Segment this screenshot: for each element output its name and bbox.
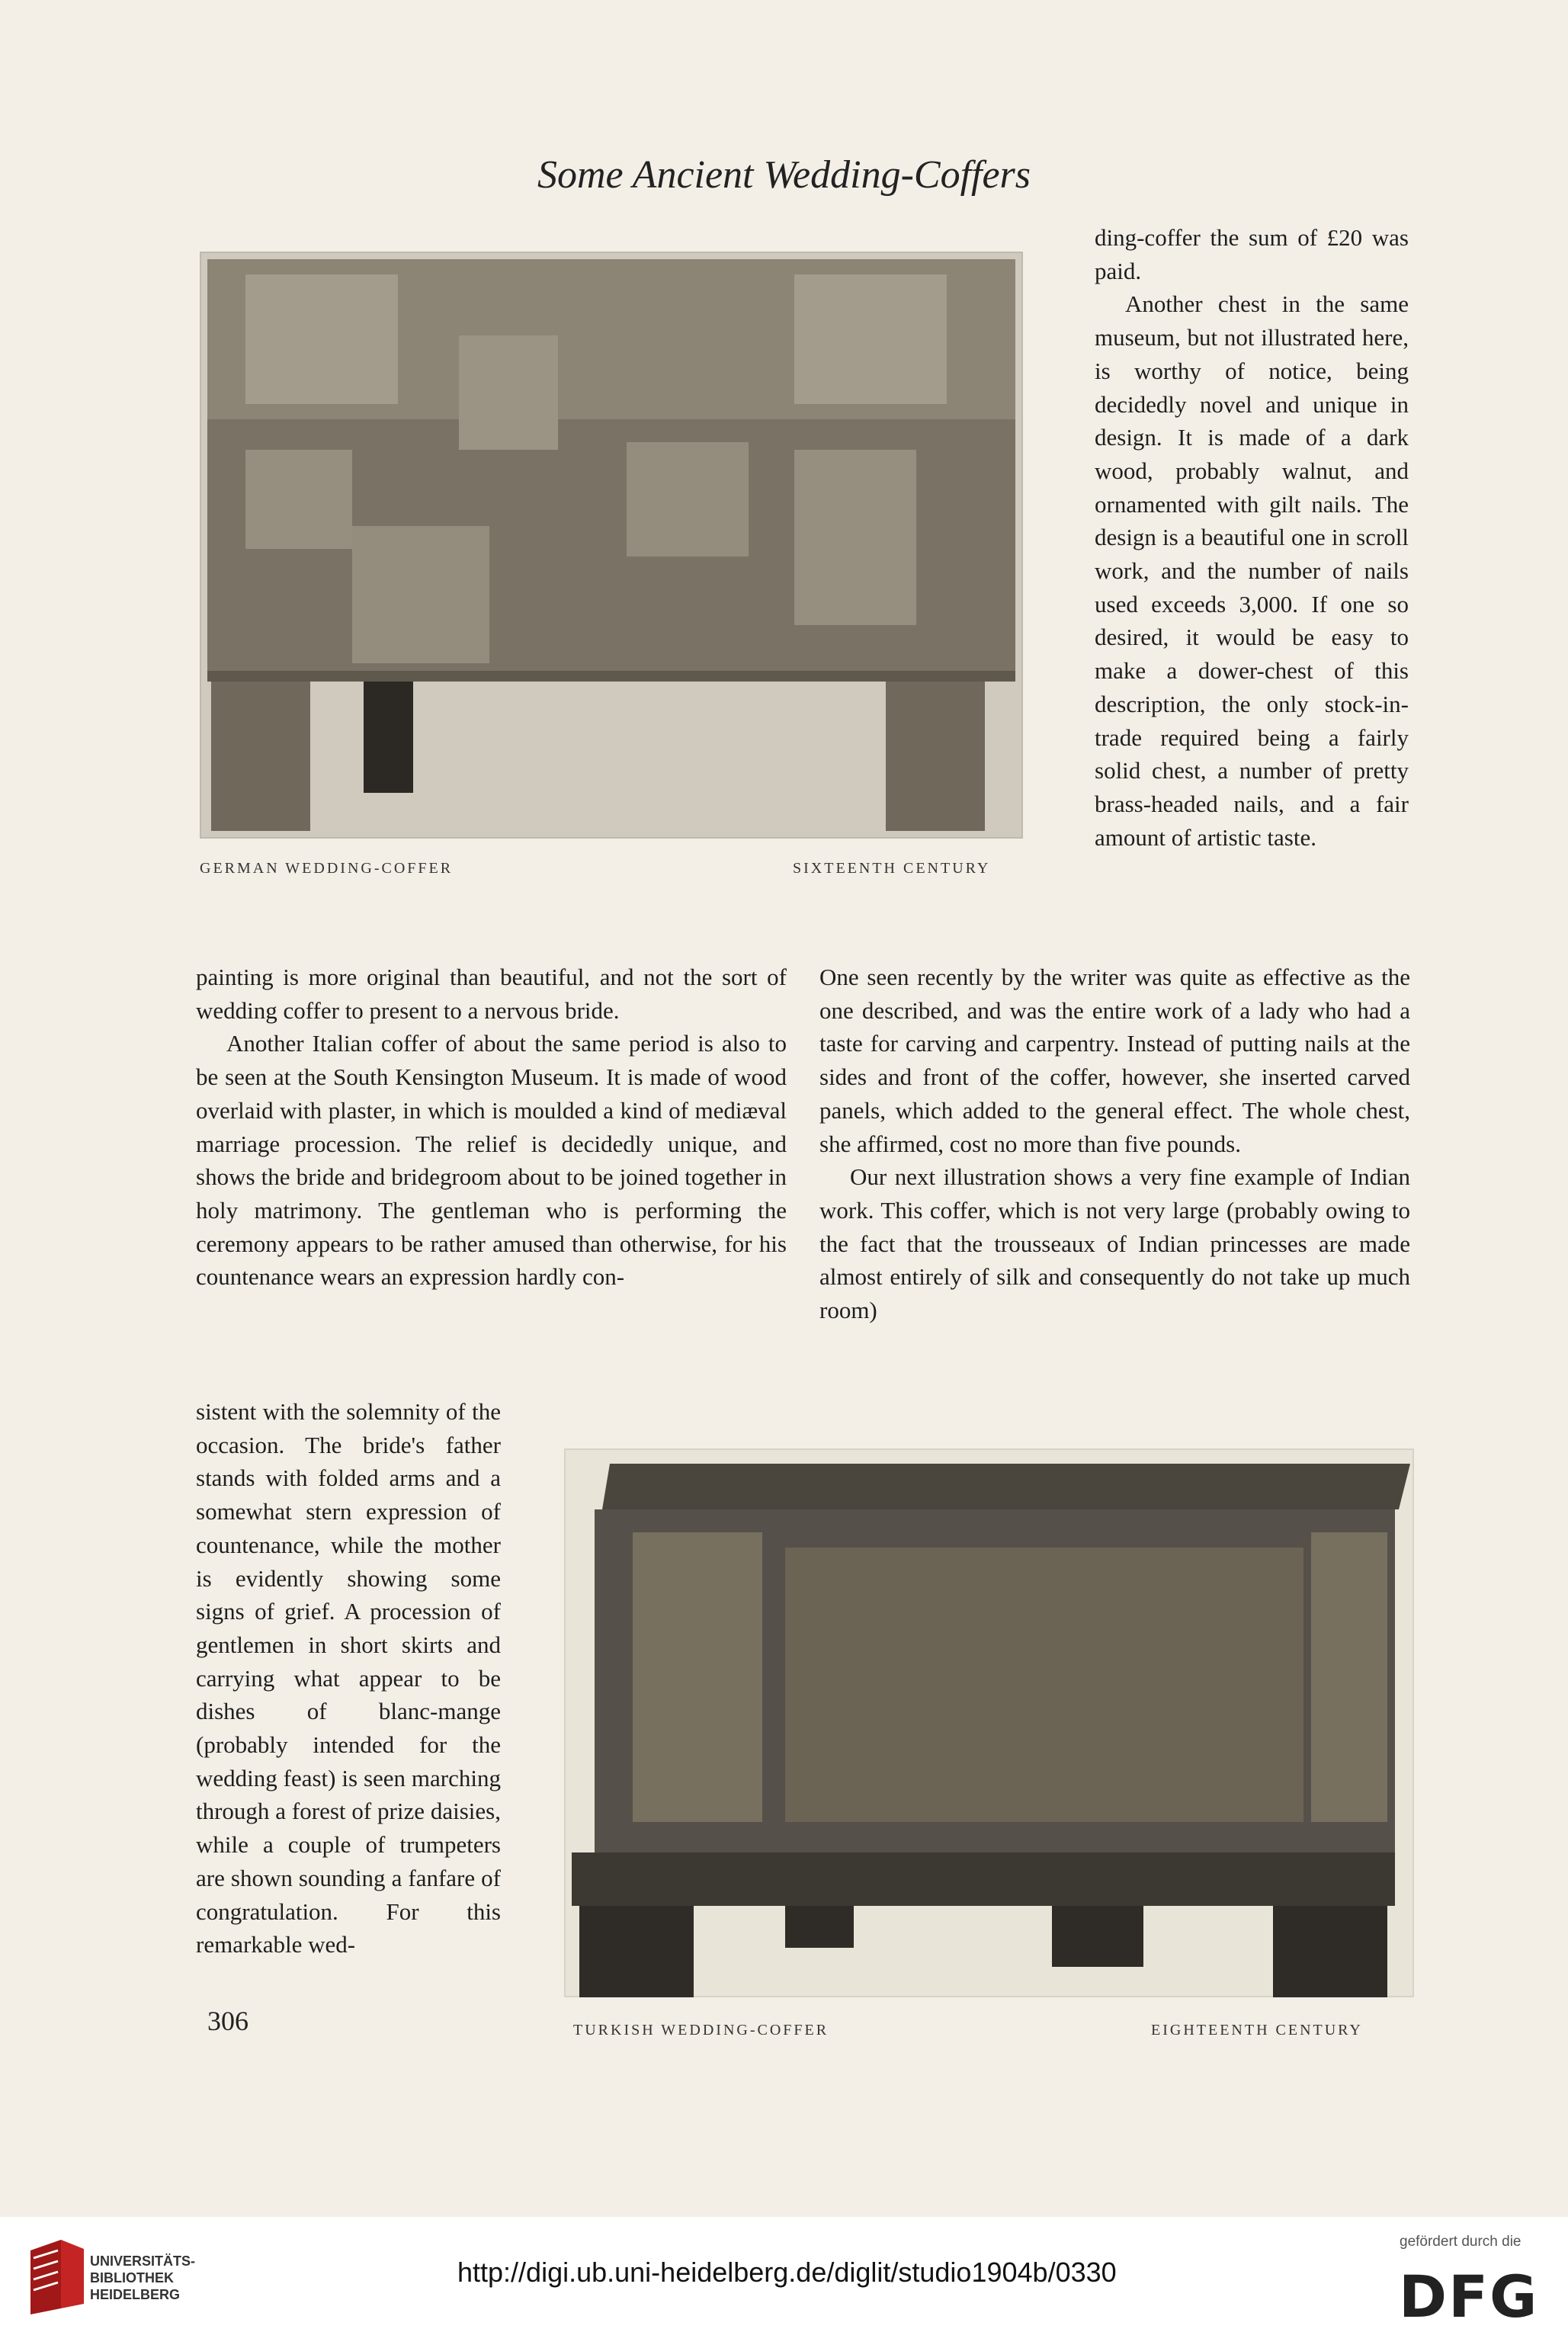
paragraph: Another chest in the same museum, but not illustrated here, is worthy of notice, being decidedly novel and unique in design. It is made of a dark wood, probably walnut, and ornamented with gilt nails. The design is a beautiful one in scroll work, and the number of nails used exceeds 3,000. If one so desired, it would be easy to make a dower-chest of this description, the only stock-in-trade required being a fairly solid chest, a number of pretty brass-headed nails, and a fair amount of artistic taste. [1095,290,1409,851]
paragraph: Our next illustration shows a very fine example of Indian work. This coffer, which is not very large (probably owing to the fact that the trousseaux of Indian princesses are made almost entirely of silk and consequently do not take up much room) [819,1163,1410,1324]
funding-text: gefördert durch die [1400,2234,1522,2250]
library-name-line: UNIVERSITÄTS- [90,2253,196,2269]
left-narrow-column [196,1395,501,1962]
german-coffer-caption-right: SIXTEENTH CENTURY [793,860,991,877]
german-coffer-caption-left: GERMAN WEDDING-COFFER [200,860,454,877]
running-head: Some Ancient Wedding-Coffers [537,153,1031,197]
library-name [90,2253,195,2303]
german-coffer-illustration [200,252,1023,839]
dfg-logo: DFG [1399,2263,1539,2330]
left-column [196,961,787,1294]
source-url-link[interactable]: http://digi.ub.uni-heidelberg.de/diglit/studio1904b/0330 [457,2257,1117,2288]
paragraph: One seen recently by the writer was quite as effective as the one described, and was the entire work of a lady who had a taste for carving and carpentry. Instead of putting nails at the sides and front of the coffer, however, she inserted carved panels, which added to the general effect. The whole chest, she affirmed, cost no more than five pounds. [819,964,1410,1157]
turkish-coffer-photo [564,1448,1414,1997]
page-number: 306 [207,2006,249,2036]
paragraph: ding-coffer the sum of £20 was paid. [1095,224,1409,284]
right-column-top [1095,221,1409,854]
paragraph: sistent with the solemnity of the occasion. The bride's father stands with folded arms and a somewhat stern expression of countenance, while the mother is evidently showing some signs of grief. A procession of gentlemen in short skirts and carrying what appear to be dishes of blanc-mange (probably intended for the wedding feast) is seen marching through a forest of prize daisies, while a couple of trumpeters are shown sounding a fanfare of congratulation. For this remarkable wed- [196,1398,501,1958]
german-coffer-photo [200,252,1023,839]
library-name-line: BIBLIOTHEK [90,2270,174,2285]
university-library-logo-icon [23,2235,91,2318]
turkish-coffer-illustration [564,1448,1414,1997]
turkish-coffer-caption-left: TURKISH WEDDING-COFFER [573,2022,829,2038]
right-column-middle [819,961,1410,1327]
paragraph: Another Italian coffer of about the same period is also to be seen at the South Kensington Museum. It is made of wood overlaid with plaster, in which is moulded a kind of mediæval marriage procession. The relief is decidedly unique, and shows the bride and bridegroom about to be joined together in holy matrimony. The gentleman who is performing the ceremony appears to be rather amused than otherwise, for his countenance wears an expression hardly con- [196,1030,787,1291]
turkish-coffer-caption-right: EIGHTEENTH CENTURY [1151,2022,1363,2038]
library-name-line: HEIDELBERG [90,2287,181,2302]
paragraph: painting is more original than beautiful, and not the sort of wedding coffer to present to a nervous bride. [196,964,787,1024]
